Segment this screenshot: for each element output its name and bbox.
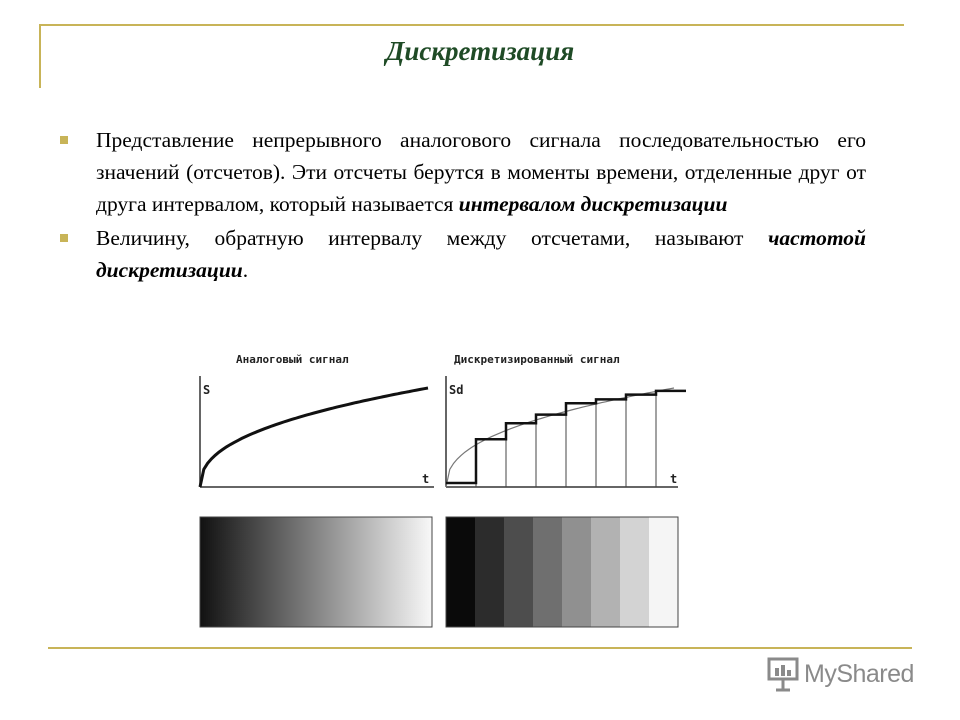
- analog-reference-curve: [446, 388, 674, 487]
- frame-top-rule: [40, 24, 904, 26]
- analog-panel-title: Аналоговый сигнал: [236, 353, 349, 366]
- gray-level-bar: [562, 517, 592, 627]
- discrete-signal-steps: [446, 388, 686, 487]
- gray-level-bar: [504, 517, 534, 627]
- bullet-list: [60, 124, 866, 288]
- bullet-text-1: [96, 124, 866, 220]
- analog-x-label: t: [422, 472, 430, 486]
- frame-bottom-rule: [48, 647, 912, 649]
- gray-level-bar: [446, 517, 476, 627]
- bullet-1-body: Представление непрерывного аналогового сигнала последовательностью его значений (отсчетов). Эти отсчеты берутся в моменты времени, отделенные друг от друга интервалом, который называется: [96, 128, 866, 216]
- term-sampling-interval: интервалом дискретизации: [458, 192, 728, 216]
- sampling-figure-svg: [188, 346, 688, 636]
- gray-level-bar: [591, 517, 621, 627]
- discrete-gray-bars: [446, 517, 679, 627]
- bullet-item-1: [60, 124, 866, 220]
- discrete-x-label: t: [670, 472, 678, 486]
- bullet-item-2: [60, 222, 866, 286]
- discrete-y-label: Sd: [449, 383, 464, 397]
- gray-level-bar: [533, 517, 563, 627]
- bullet-2-body: Величину, обратную интервалу между отсчетами, называют: [96, 226, 769, 250]
- analog-signal-curve: [200, 388, 428, 487]
- analog-gradient-bar: [200, 517, 432, 627]
- slide-title: Дискретизация: [385, 36, 575, 66]
- term-sampling-frequency: частотой дискретизации: [96, 226, 866, 282]
- bullet-2-tail: .: [242, 258, 249, 282]
- bullet-text-2: [96, 222, 866, 286]
- gray-level-bar: [649, 517, 679, 627]
- discrete-panel-title: Дискретизированный сигнал: [454, 353, 620, 366]
- bullet-square-icon: [60, 234, 68, 242]
- bullet-square-icon: [60, 136, 68, 144]
- gray-level-bar: [620, 517, 650, 627]
- watermark-logo: [766, 656, 926, 696]
- gray-level-bar: [475, 517, 505, 627]
- analog-y-label: S: [203, 383, 211, 397]
- presentation-board-icon: [766, 656, 800, 692]
- sampling-figure: [188, 346, 688, 636]
- watermark-text: MyShared: [804, 660, 914, 688]
